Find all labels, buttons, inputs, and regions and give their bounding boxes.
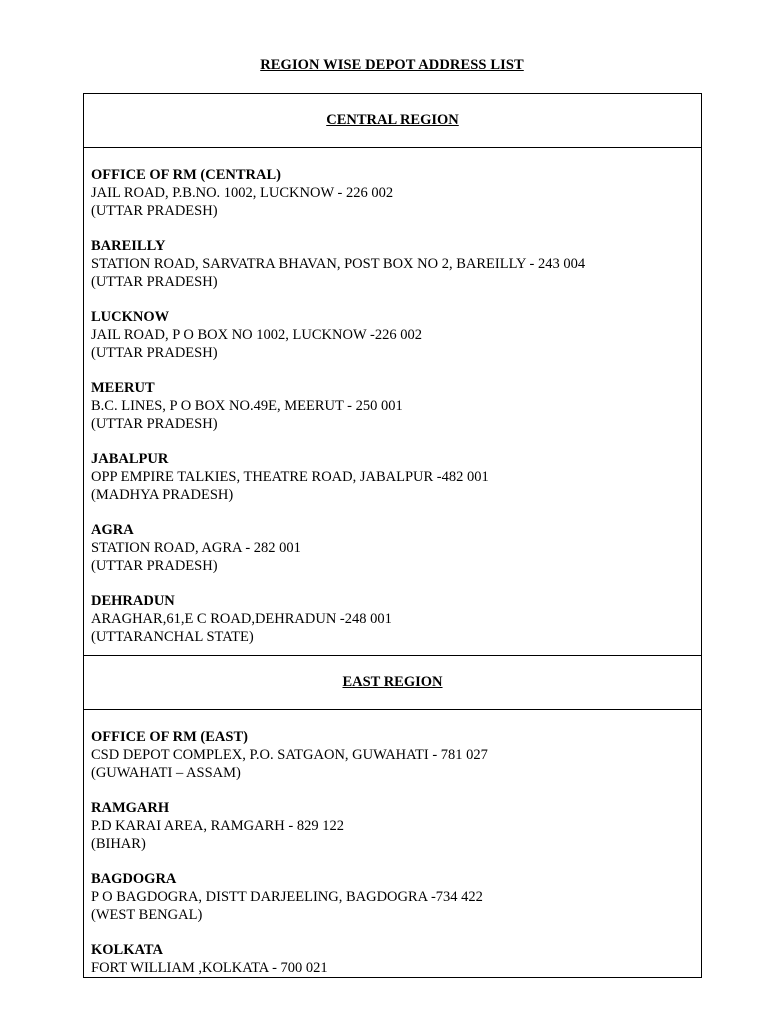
depot-name: MEERUT [91,380,155,396]
depot-state: (UTTAR PRADESH) [91,203,218,219]
region-body-east [84,710,701,977]
depot-address: OPP EMPIRE TALKIES, THEATRE ROAD, JABALPUR -482 001 [91,469,489,485]
depot-name: BAGDOGRA [91,871,177,887]
depot-address: JAIL ROAD, P O BOX NO 1002, LUCKNOW -226 002 [91,327,422,343]
depot-address: P O BAGDOGRA, DISTT DARJEELING, BAGDOGRA -734 422 [91,889,483,905]
depot-state: (BIHAR) [91,836,146,852]
depot-address: B.C. LINES, P O BOX NO.49E, MEERUT - 250 001 [91,398,403,414]
depot-name: OFFICE OF RM (EAST) [91,729,248,745]
depot-name: DEHRADUN [91,593,175,609]
depot-address: STATION ROAD, AGRA - 282 001 [91,540,301,556]
depot-state: (MADHYA PRADESH) [91,487,234,503]
depot-entry [91,728,695,782]
depot-entry [91,521,695,575]
region-table [83,93,702,978]
depot-entry [91,237,695,291]
depot-state: (GUWAHATI – ASSAM) [91,765,241,781]
depot-entry [91,450,695,504]
depot-address: ARAGHAR,61,E C ROAD,DEHRADUN -248 001 [91,611,392,627]
depot-state: (UTTAR PRADESH) [91,416,218,432]
depot-address: STATION ROAD, SARVATRA BHAVAN, POST BOX NO 2, BAREILLY - 243 004 [91,256,586,272]
depot-address: JAIL ROAD, P.B.NO. 1002, LUCKNOW - 226 002 [91,185,394,201]
region-header-east [84,656,701,710]
region-name: EAST REGION [342,674,443,690]
depot-entry [91,308,695,362]
depot-state: (WEST BENGAL) [91,907,203,923]
depot-name: KOLKATA [91,942,163,958]
depot-name: BAREILLY [91,238,166,254]
depot-entry [91,799,695,853]
depot-name: RAMGARH [91,800,170,816]
depot-address: CSD DEPOT COMPLEX, P.O. SATGAON, GUWAHATI - 781 027 [91,747,488,763]
depot-address: P.D KARAI AREA, RAMGARH - 829 122 [91,818,344,834]
document-title: REGION WISE DEPOT ADDRESS LIST [260,57,524,73]
depot-entry [91,592,695,646]
depot-state: (UTTAR PRADESH) [91,274,218,290]
depot-state: (UTTAR PRADESH) [91,558,218,574]
region-body-central [84,148,701,656]
region-name: CENTRAL REGION [326,112,459,128]
depot-entry [91,941,695,977]
depot-name: LUCKNOW [91,309,170,325]
depot-entry [91,379,695,433]
region-header-central [84,94,701,148]
depot-name: OFFICE OF RM (CENTRAL) [91,167,281,183]
depot-name: AGRA [91,522,134,538]
depot-state: (UTTARANCHAL STATE) [91,629,254,645]
depot-state: (UTTAR PRADESH) [91,345,218,361]
depot-entry [91,166,695,220]
depot-name: JABALPUR [91,451,169,467]
depot-address: FORT WILLIAM ,KOLKATA - 700 021 [91,960,328,976]
depot-entry [91,870,695,924]
